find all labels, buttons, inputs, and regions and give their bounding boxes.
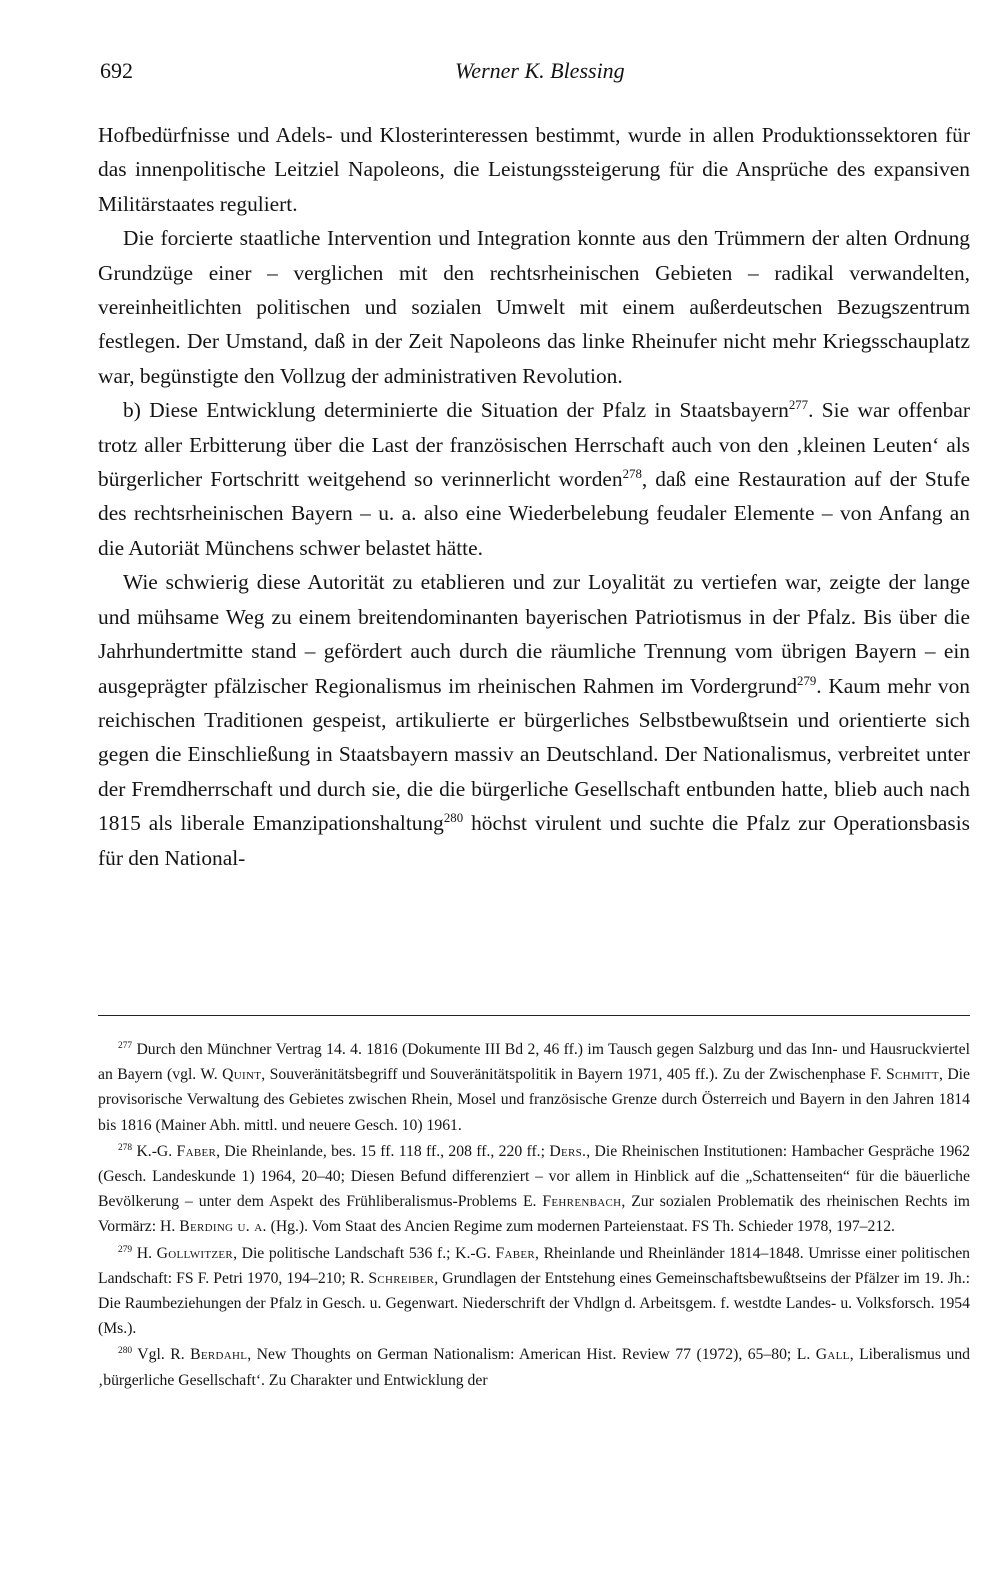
paragraph-text: , daß eine Restauration auf der Stufe des rechtsrheinischen Bayern – u. a. also eine Wiederbelebung feudaler Elemente – von Anfang an die Autoriät Münchens schwer belastet hätte.	[98, 467, 970, 560]
paragraph-text: . Kaum mehr von reichischen Traditionen gespeist, artikulierte er bürgerliches Selbstbewußtsein und orientierte sich gegen die Einschließung in Staatsbayern massiv an Deutschland. Der Nationalismus, verbreitet unter der Fremdherrschaft und durch sie, die die bürgerliche Gesellschaft entbunden hatte, blieb auch nach 1815 als liberale Emanzipationshaltung	[98, 673, 970, 836]
footnote-text: H.	[132, 1244, 157, 1262]
author-name: Schreiber	[368, 1269, 435, 1287]
paragraph-text: höchst virulent und suchte die Pfalz zur Operationsbasis für den National-	[98, 811, 970, 870]
author-name: Quint	[222, 1066, 262, 1084]
author-name: Ders.	[549, 1142, 587, 1160]
footnote-text: , Grundlagen der Entstehung eines Gemeinschaftsbewußtseins der Pfälzer im 19. Jh.: Die Raumbeziehungen der Pfalz in Gesch. u. Gegenwart. Niederschrift der Vhdlgn d. Arbeitsgem. f. westdte Landes- u. Volksforsch. 1954 (Ms.).	[98, 1269, 970, 1338]
paragraph-text: . Sie war offenbar trotz aller Erbitterung über die Last der französischen Herrschaft auch von den ‚kleinen Leuten‘ als bürgerlicher Fortschritt weitgehend so verinnerlicht worden	[98, 398, 970, 492]
footnote-divider	[98, 1015, 970, 1016]
running-head-author: Werner K. Blessing	[455, 58, 625, 83]
paragraph-4	[98, 565, 970, 875]
footnote-text: , Rheinlande und Rheinländer 1814–1848. Umrisse einer politischen Landschaft: FS F. Petri 1970, 194–210; R.	[98, 1244, 970, 1287]
footnote-ref-278[interactable]: 278	[622, 466, 642, 481]
footnote-text: Durch den Münchner Vertrag 14. 4. 1816 (Dokumente III Bd 2, 46 ff.) im Tausch gegen Salzburg und das Inn- und Hausruckviertel an Bayern (vgl. W.	[98, 1041, 970, 1084]
footnote-ref-280[interactable]: 280	[443, 811, 464, 825]
footnote-278	[98, 1139, 970, 1240]
page-number: 692	[100, 58, 133, 83]
author-name: Berdahl	[190, 1346, 248, 1364]
footnote-text: , Die provisorische Verwaltung des Gebietes zwischen Rhein, Mosel und französische Grenze durch Österreich und Bayern in den Jahren 1814 bis 1816 (Mainer Abh. mittl. und neuere Gesch. 10) 1961.	[98, 1066, 971, 1134]
footnote-text: , Die politische Landschaft 536 f.; K.-G.	[233, 1244, 496, 1262]
paragraph-text: Hofbedürfnisse und Adels- und Klosterinteressen bestimmt, wurde in allen Produktionssektoren für das innenpolitische Leitziel Napoleons, die Leistungssteigerung für die Ansprüche des expansiven Militärstaates reguliert.	[98, 123, 970, 216]
author-name: Berding u. a.	[179, 1218, 267, 1236]
author-name: Gall	[815, 1346, 850, 1364]
footnote-text: Vgl. R.	[132, 1346, 191, 1364]
footnote-text: (Hg.). Vom Staat des Ancien Regime zum modernen Parteienstaat. FS Th. Schieder 1978, 197–212.	[266, 1218, 895, 1236]
footnote-277	[98, 1037, 970, 1138]
footnote-number: 279	[118, 1244, 133, 1255]
footnote-279	[98, 1241, 970, 1342]
author-name: Gollwitzer	[156, 1244, 234, 1262]
page-header	[100, 56, 970, 90]
footnotes	[98, 1037, 970, 1394]
footnote-text: , Liberalismus und ‚bürgerliche Gesellschaft‘. Zu Charakter und Entwicklung der	[98, 1346, 971, 1389]
footnote-number: 278	[118, 1142, 133, 1153]
author-name: Schmitt	[885, 1066, 939, 1084]
author-name: Faber	[495, 1244, 536, 1262]
footnote-text: , Die Rheinischen Institutionen: Hambacher Gespräche 1962 (Gesch. Landeskunde 1) 1964, 20–40; Diesen Befund differenziert – vor allem in Hinblick auf die „Schattenseiten“ für die bäuerliche Bevölkerung – unter dem Aspekt des Frühliberalismus-Problems E.	[98, 1142, 970, 1211]
paragraph-2	[98, 221, 970, 393]
footnote-text: , Zur sozialen Problematik des rheinischen Rechts im Vormärz: H.	[98, 1193, 971, 1236]
footnote-280	[98, 1342, 970, 1392]
footnote-text: , Souveränitätsbegriff und Souveränitätspolitik in Bayern 1971, 405 ff.). Zu der Zwischenphase F.	[261, 1066, 886, 1084]
main-text	[98, 118, 970, 875]
footnote-text: K.-G.	[132, 1142, 177, 1160]
author-name: Fehrenbach	[542, 1193, 622, 1211]
footnote-number: 280	[118, 1346, 133, 1357]
paragraph-text: Die forcierte staatliche Intervention und Integration konnte aus den Trümmern der alten Ordnung Grundzüge einer – verglichen mit den rechtsrheinischen Gebieten – radikal verwandelten, vereinheitlichten politischen und sozialen Umwelt mit einem außerdeutschen Bezugszentrum festlegen. Der Umstand, daß in der Zeit Napoleons das linke Rheinufer nicht mehr Kriegsschauplatz war, begünstigte den Vollzug der administrativen Revolution.	[98, 226, 970, 388]
paragraph-text: Wie schwierig diese Autorität zu etablieren und zur Loyalität zu vertiefen war, zeigte der lange und mühsame Weg zu einem breitendominanten bayerischen Patriotismus in der Pfalz. Bis über die Jahrhundertmitte stand – gefördert auch durch die räumliche Trennung vom übrigen Bayern – ein ausgeprägter pfälzischer Regionalismus im rheinischen Rahmen im Vordergrund	[98, 570, 970, 698]
paragraph-1	[98, 118, 970, 221]
footnote-text: , Die Rheinlande, bes. 15 ff. 118 ff., 208 ff., 220 ff.;	[216, 1142, 550, 1160]
footnote-text: , New Thoughts on German Nationalism: American Hist. Review 77 (1972), 65–80; L.	[247, 1346, 816, 1364]
paragraph-text: b) Diese Entwicklung determinierte die Situation der Pfalz in Staatsbayern	[123, 398, 789, 423]
footnote-ref-279[interactable]: 279	[797, 673, 817, 688]
author-name: Faber	[176, 1142, 217, 1160]
paragraph-3	[98, 393, 970, 565]
footnote-number: 277	[118, 1040, 133, 1051]
footnote-ref-277[interactable]: 277	[788, 398, 809, 413]
